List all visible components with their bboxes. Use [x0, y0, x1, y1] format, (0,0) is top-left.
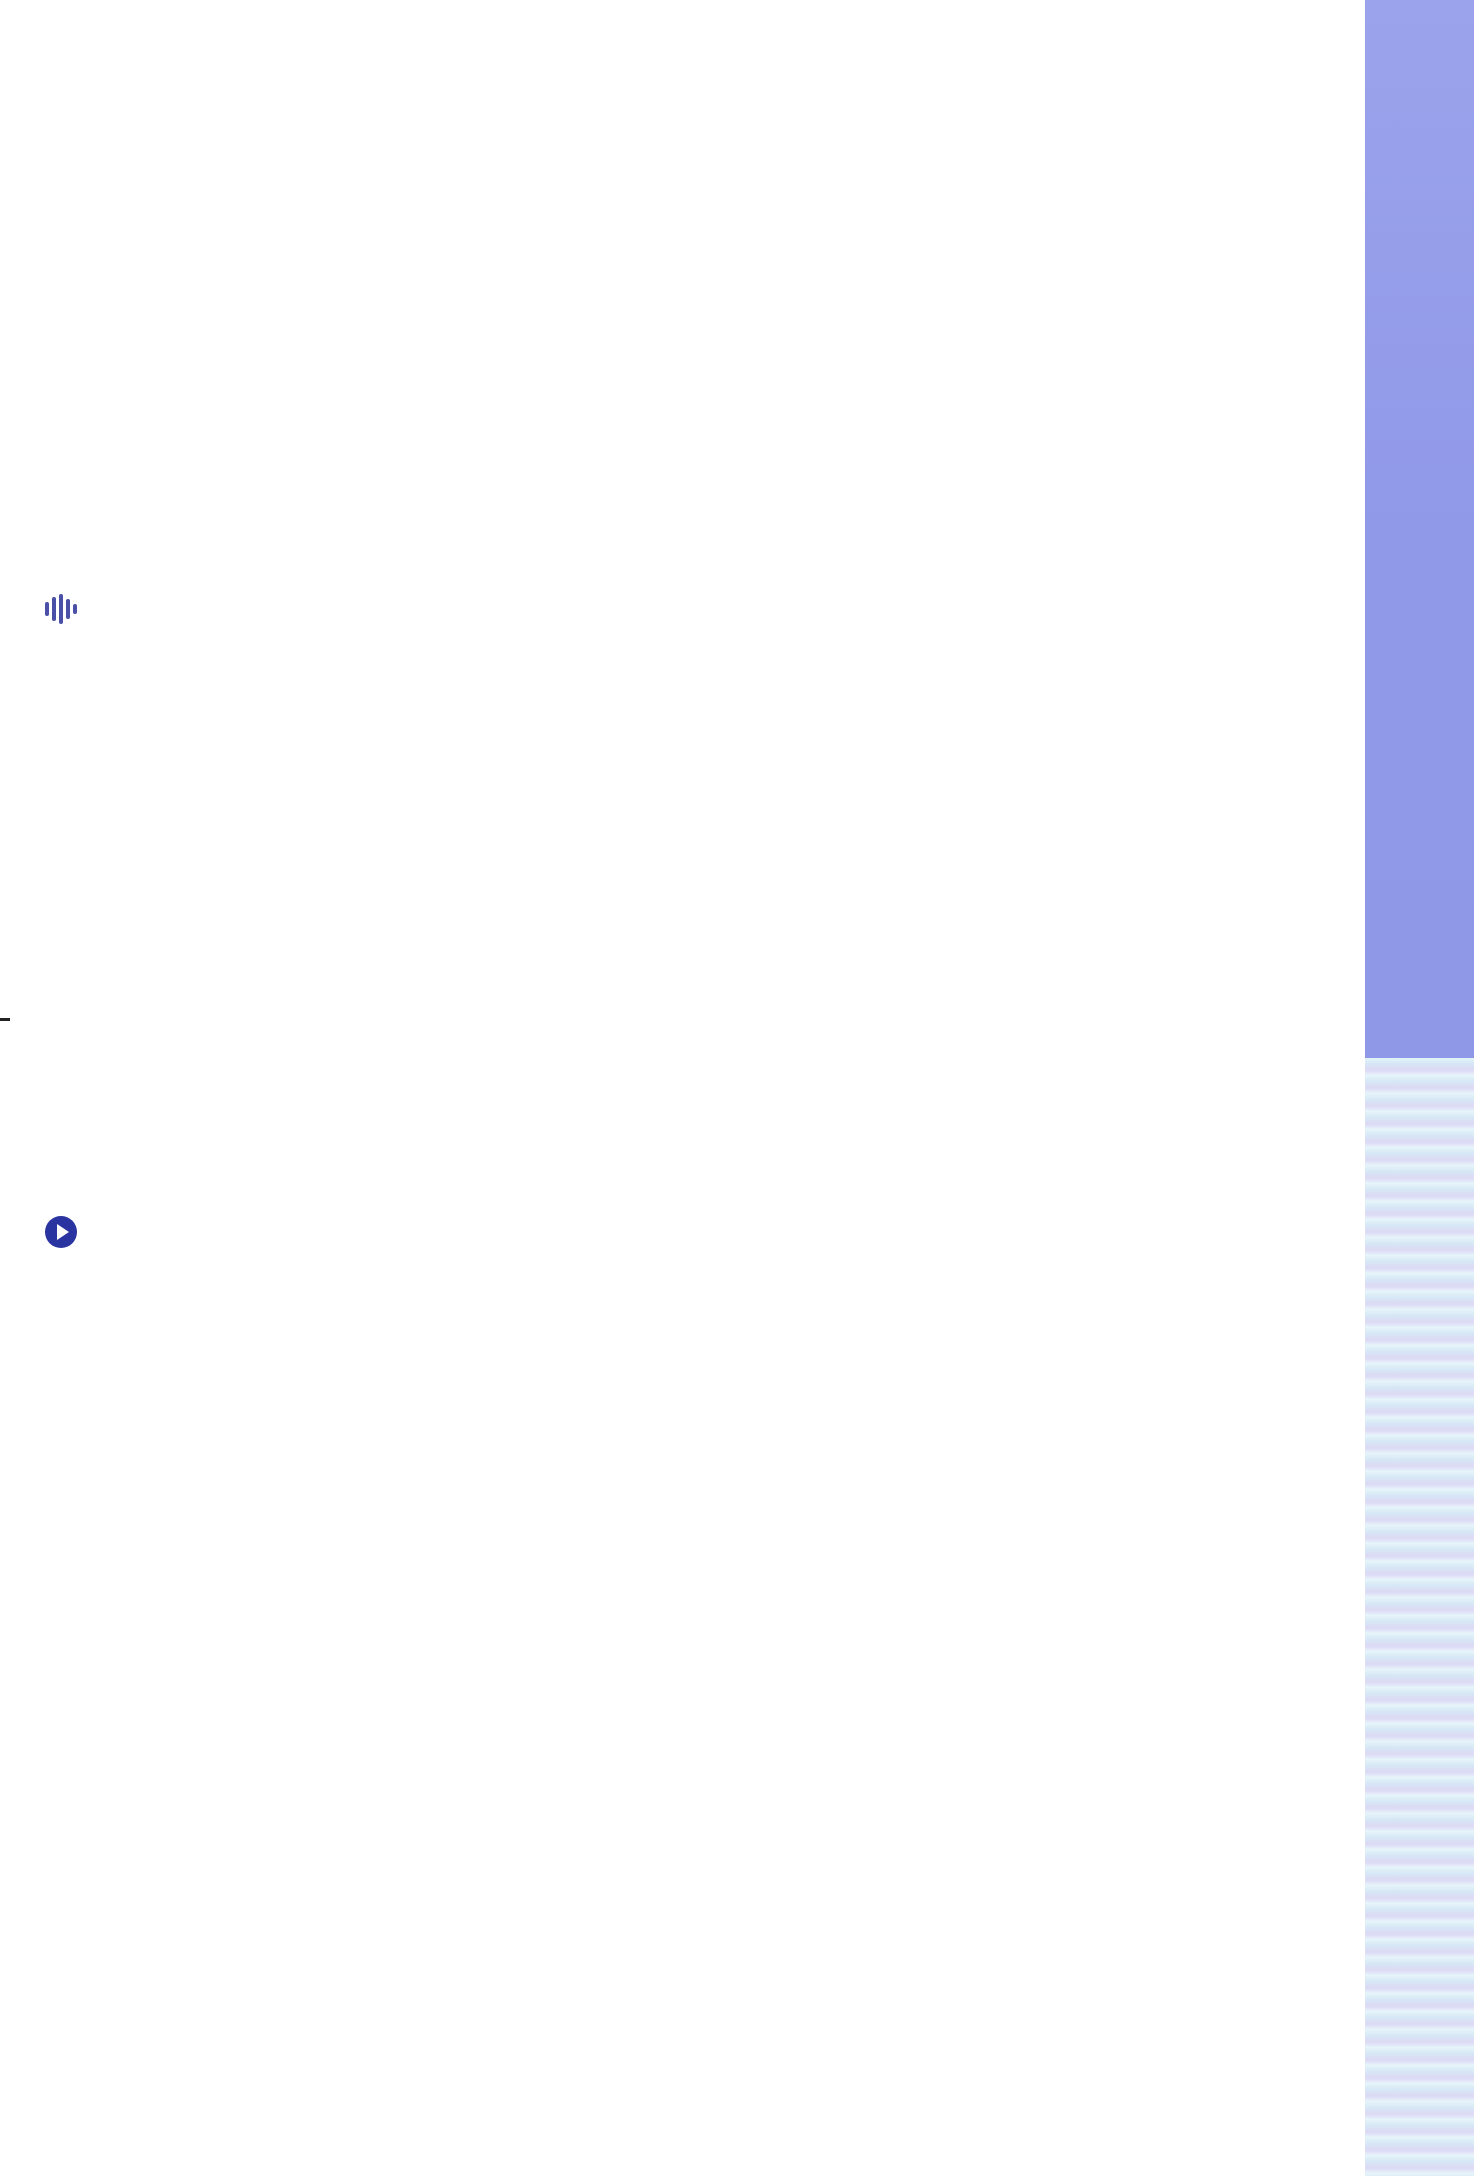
audio-wave-icon: [45, 594, 77, 624]
margin-mark: [0, 1018, 10, 1021]
side-tab: [1365, 0, 1474, 1058]
section-label: [45, 1216, 85, 1248]
play-circle-icon: [45, 1216, 77, 1248]
side-tab-lower: [1365, 1058, 1474, 2176]
instruction-text10: [45, 588, 1303, 628]
